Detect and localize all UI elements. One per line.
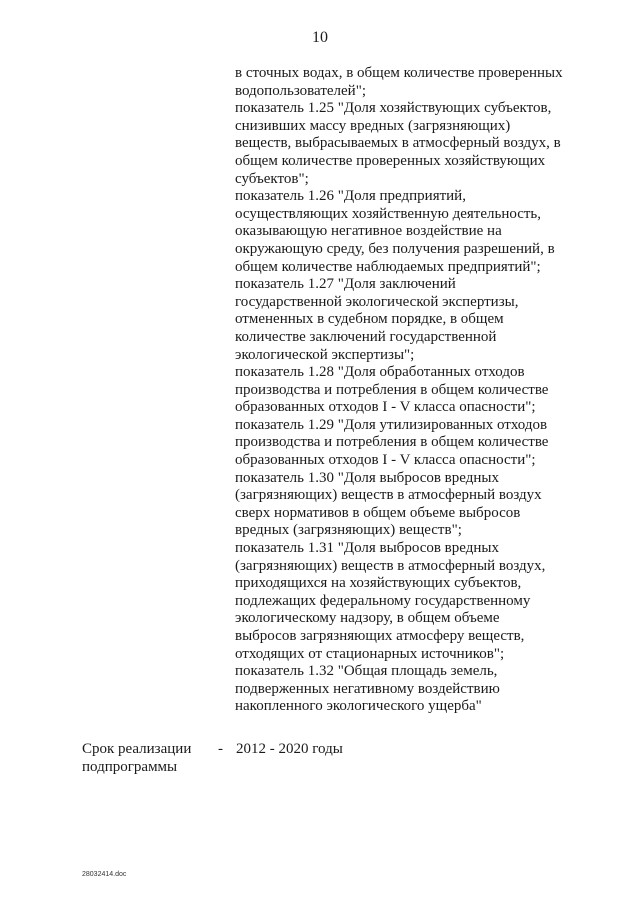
text-line: количестве заключений государственной	[235, 328, 497, 345]
text-line: производства и потребления в общем количестве	[235, 434, 549, 451]
text-line: государственной экологической экспертизы,	[235, 293, 519, 310]
text-line: выбросов загрязняющих атмосферу веществ,	[235, 628, 525, 644]
text-line: показатель 1.25 "Доля хозяйствующих субъектов,	[235, 100, 552, 117]
text-line: показатель 1.28 "Доля обработанных отходов	[235, 364, 525, 381]
text-line: осуществляющих хозяйственную деятельность,	[235, 205, 542, 222]
text-line: приходящихся на хозяйствующих субъектов,	[235, 575, 522, 592]
text-line: образованных отходов I - V класса опасности";	[235, 452, 536, 469]
page-number: 10	[312, 29, 328, 46]
term-label-line: подпрограммы	[82, 759, 178, 775]
text-line: отмененных в судебном порядке, в общем	[235, 311, 504, 328]
text-line: оказывающую негативное воздействие на	[235, 223, 502, 240]
text-line: веществ, выбрасываемых в атмосферный воздух, в	[235, 135, 561, 152]
text-line: показатель 1.32 "Общая площадь земель,	[235, 663, 498, 680]
text-line: общем количестве проверенных хозяйствующих	[235, 152, 546, 169]
text-line: подлежащих федеральному государственному	[235, 592, 531, 609]
text-line: снизивших массу вредных (загрязняющих)	[235, 117, 511, 134]
text-line: в сточных водах, в общем количестве проверенных	[235, 65, 563, 81]
text-line: показатель 1.31 "Доля выбросов вредных	[235, 540, 499, 557]
text-line: (загрязняющих) веществ в атмосферный воздух	[235, 487, 542, 504]
text-line: показатель 1.27 "Доля заключений	[235, 276, 456, 293]
footer-filename: 28032414.doc	[82, 871, 127, 878]
text-line: сверх нормативов в общем объеме выбросов	[235, 504, 521, 521]
text-line: образованных отходов I - V класса опасности";	[235, 399, 536, 416]
indicators-text-block	[235, 65, 585, 716]
text-line: субъектов";	[235, 170, 309, 187]
text-line: окружающую среду, без получения разрешений, в	[235, 240, 555, 257]
text-line: водопользователей";	[235, 82, 367, 99]
text-line: подверженных негативному воздействию	[235, 680, 500, 697]
text-line: показатель 1.30 "Доля выбросов вредных	[235, 469, 499, 486]
implementation-term-label	[82, 740, 212, 776]
text-line: показатель 1.26 "Доля предприятий,	[235, 188, 466, 205]
term-separator-dash: -	[218, 741, 223, 757]
text-line: экологической экспертизы";	[235, 346, 415, 363]
text-line: экологическому надзору, в общем объеме	[235, 610, 500, 627]
text-line: общем количестве наблюдаемых предприятий";	[235, 258, 541, 275]
text-line: (загрязняющих) веществ в атмосферный воздух,	[235, 557, 546, 574]
text-line: вредных (загрязняющих) веществ";	[235, 522, 462, 539]
text-line: показатель 1.29 "Доля утилизированных отходов	[235, 416, 548, 433]
text-line: производства и потребления в общем количестве	[235, 381, 549, 398]
text-line: накопленного экологического ущерба"	[235, 698, 482, 715]
term-label-line: Срок реализации	[82, 741, 192, 757]
text-line: отходящих от стационарных источников";	[235, 645, 505, 662]
implementation-term-value: 2012 - 2020 годы	[236, 741, 343, 757]
